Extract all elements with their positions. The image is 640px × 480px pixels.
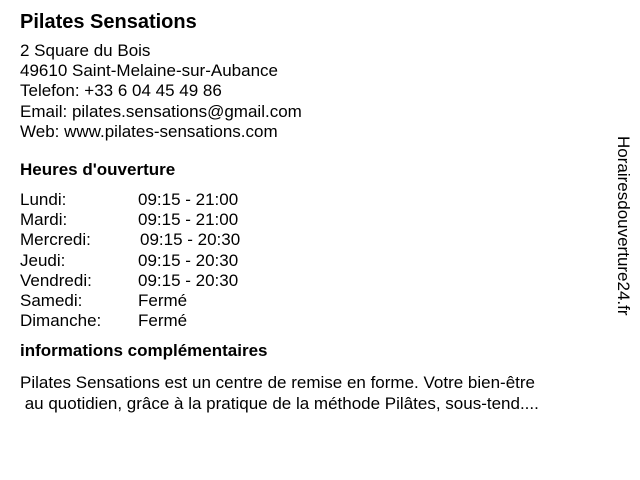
address-line-1: 2 Square du Bois bbox=[20, 41, 151, 60]
business-name: Pilates Sensations bbox=[20, 11, 197, 33]
hours-time: 09:15 - 21:00 bbox=[138, 190, 239, 210]
address-line-2: 49610 Saint-Melaine-sur-Aubance bbox=[20, 61, 278, 81]
hours-time: 09:15 - 20:30 bbox=[138, 250, 239, 270]
hours-time: Fermé bbox=[138, 311, 188, 331]
opening-hours-table bbox=[20, 190, 610, 331]
hours-time: Fermé bbox=[138, 291, 188, 311]
website-text: Web: www.pilates-sensations.com bbox=[20, 121, 278, 141]
phone-text: Telefon: +33 6 04 45 49 86 bbox=[20, 81, 222, 101]
hours-row-wednesday bbox=[20, 230, 610, 250]
hours-time: 09:15 - 20:30 bbox=[138, 270, 239, 290]
watermark-text: Horairesdouverture24.fr bbox=[614, 136, 633, 316]
hours-row-monday bbox=[20, 190, 610, 210]
additional-info-line-2: au quotidien, grâce à la pratique de la méthode Pilâtes, sous-tend.... bbox=[20, 394, 539, 414]
additional-info-line-1: Pilates Sensations est un centre de remise en forme. Votre bien-être bbox=[20, 373, 535, 393]
hours-row-saturday bbox=[20, 291, 610, 311]
hours-day: Lundi: bbox=[20, 190, 67, 210]
hours-day: Mardi: bbox=[20, 210, 68, 230]
opening-hours-title: Heures d'ouverture bbox=[20, 160, 176, 180]
hours-row-sunday bbox=[20, 311, 610, 331]
hours-row-friday bbox=[20, 271, 610, 291]
business-content bbox=[20, 9, 610, 414]
hours-day: Vendredi: bbox=[20, 270, 92, 290]
hours-row-thursday bbox=[20, 251, 610, 271]
additional-info-title: informations complémentaires bbox=[20, 341, 268, 361]
email-text: Email: pilates.sensations@gmail.com bbox=[20, 101, 302, 121]
hours-time: 09:15 - 21:00 bbox=[138, 210, 239, 230]
hours-day: Jeudi: bbox=[20, 250, 66, 270]
hours-day: Samedi: bbox=[20, 291, 83, 311]
hours-day: Dimanche: bbox=[20, 311, 102, 331]
hours-time: 09:15 - 20:30 bbox=[140, 230, 241, 250]
hours-day: Mercredi: bbox=[20, 230, 91, 250]
hours-row-tuesday bbox=[20, 210, 610, 230]
